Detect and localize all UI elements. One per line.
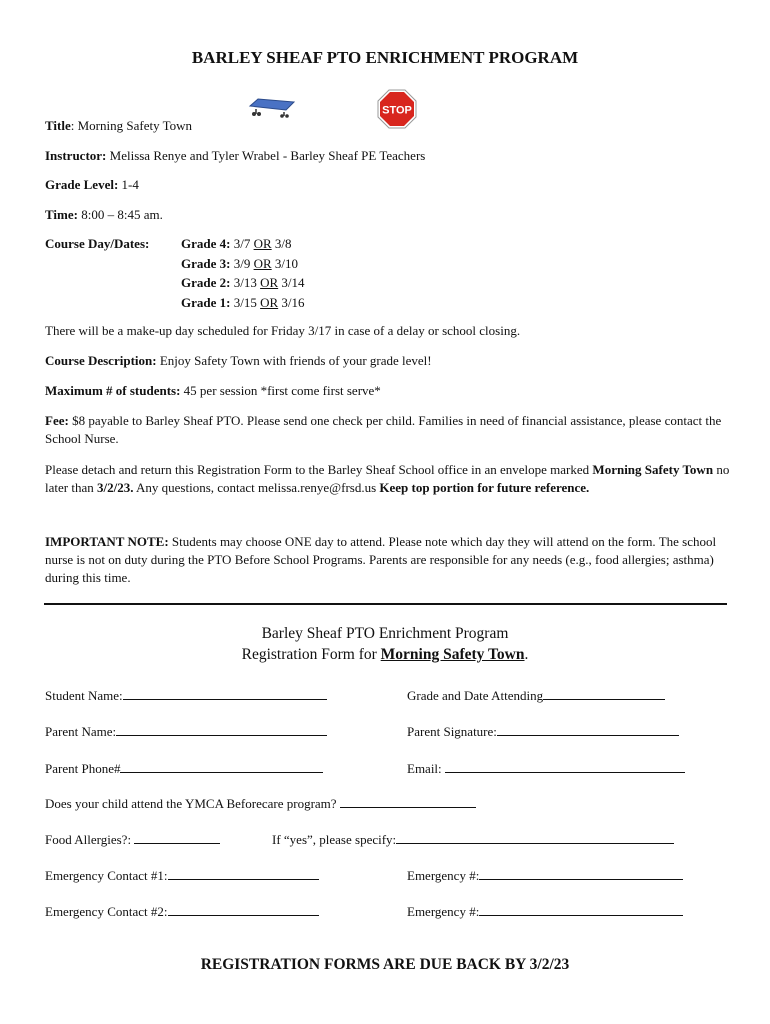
grade-date-line[interactable] (543, 686, 665, 700)
grade-level-label: Grade Level: (45, 177, 119, 192)
max-students: Maximum # of students: 45 per session *first come first serve* (45, 383, 381, 398)
emergency-contact-2-line[interactable] (168, 902, 319, 916)
time-value: 8:00 – 8:45 am. (77, 207, 163, 222)
instructor-value: Melissa Renye and Tyler Wrabel - Barley Sheaf PE Teachers (106, 148, 426, 163)
stop-sign-text: STOP (382, 104, 412, 117)
parent-name-field[interactable]: Parent Name: (45, 722, 327, 741)
food-allergies-line[interactable] (134, 830, 220, 844)
course-dates-list (181, 235, 305, 313)
parent-phone-line[interactable] (120, 759, 323, 773)
date-row: Grade 1: 3/15 OR 3/16 (181, 294, 305, 310)
date-row: Grade 2: 3/13 OR 3/14 (181, 275, 305, 290)
parent-phone-field[interactable]: Parent Phone# (45, 759, 323, 778)
skateboard-icon (248, 96, 296, 118)
emergency-contact-2-field[interactable]: Emergency Contact #2: (45, 902, 319, 921)
title-field (45, 117, 192, 135)
email-line[interactable] (445, 759, 685, 773)
parent-name-line[interactable] (116, 722, 327, 736)
ymca-line[interactable] (340, 794, 476, 808)
fee-paragraph: Fee: $8 payable to Barley Sheaf PTO. Please send one check per child. Families in need of financial assistance, please contact the School Nurse. (45, 413, 722, 446)
ymca-field[interactable]: Does your child attend the YMCA Beforecare program? (45, 794, 476, 813)
form-heading-2: Registration Form for Morning Safety Town. (241, 646, 529, 663)
food-allergies-field[interactable]: Food Allergies?: (45, 830, 220, 849)
page-title: BARLEY SHEAF PTO ENRICHMENT PROGRAM (191, 48, 579, 67)
course-dates-label: Course Day/Dates: (45, 236, 150, 251)
important-note: IMPORTANT NOTE: Students may choose ONE day to attend. Please note which day they will attend on the form. The school nurse is not on duty during the PTO Before School Programs. Parents are responsible for any needs (e.g., food allergies; asthma) during this time. (45, 534, 717, 585)
emergency-number-1-field[interactable]: Emergency #: (407, 866, 683, 885)
allergy-specify-field[interactable]: If “yes”, please specify: (272, 830, 674, 849)
email-field[interactable]: Email: (407, 759, 685, 778)
date-row: Grade 4: 3/7 OR 3/8 (181, 236, 292, 251)
parent-signature-line[interactable] (497, 722, 679, 736)
grade-level-value: 1-4 (118, 177, 139, 192)
return-instructions: Please detach and return this Registration Form to the Barley Sheaf School office in an envelope marked Morning Safety Town no later than 3/2/23. Any questions, contact melissa.renye@frsd.us Keep top portion for future reference. (45, 462, 730, 495)
title-value: : Morning Safety Town (70, 118, 193, 133)
allergy-specify-line[interactable] (396, 830, 674, 844)
emergency-contact-1-field[interactable]: Emergency Contact #1: (45, 866, 319, 885)
parent-signature-field[interactable]: Parent Signature: (407, 722, 679, 741)
date-row: Grade 3: 3/9 OR 3/10 (181, 255, 299, 271)
emergency-number-2-line[interactable] (479, 902, 683, 916)
stop-sign-icon (377, 89, 417, 129)
instructor-label: Instructor: (45, 148, 107, 163)
instructor-field (45, 147, 425, 165)
grade-date-field[interactable]: Grade and Date Attending (407, 686, 665, 705)
emergency-number-1-line[interactable] (479, 866, 683, 880)
grade-level-field (45, 176, 139, 194)
form-heading-1: Barley Sheaf PTO Enrichment Program (261, 625, 509, 642)
student-name-field[interactable]: Student Name: (45, 686, 327, 705)
title-label: Title (45, 118, 71, 133)
course-description: Course Description: Enjoy Safety Town with friends of your grade level! (45, 353, 432, 368)
student-name-line[interactable] (123, 686, 327, 700)
due-date-notice: REGISTRATION FORMS ARE DUE BACK BY 3/2/23 (200, 956, 570, 973)
time-label: Time: (45, 207, 78, 222)
time-field (45, 206, 163, 224)
emergency-number-2-field[interactable]: Emergency #: (407, 902, 683, 921)
detach-divider (44, 603, 727, 605)
makeup-note: There will be a make-up day scheduled for Friday 3/17 in case of a delay or school closing. (45, 323, 521, 338)
emergency-contact-1-line[interactable] (168, 866, 319, 880)
